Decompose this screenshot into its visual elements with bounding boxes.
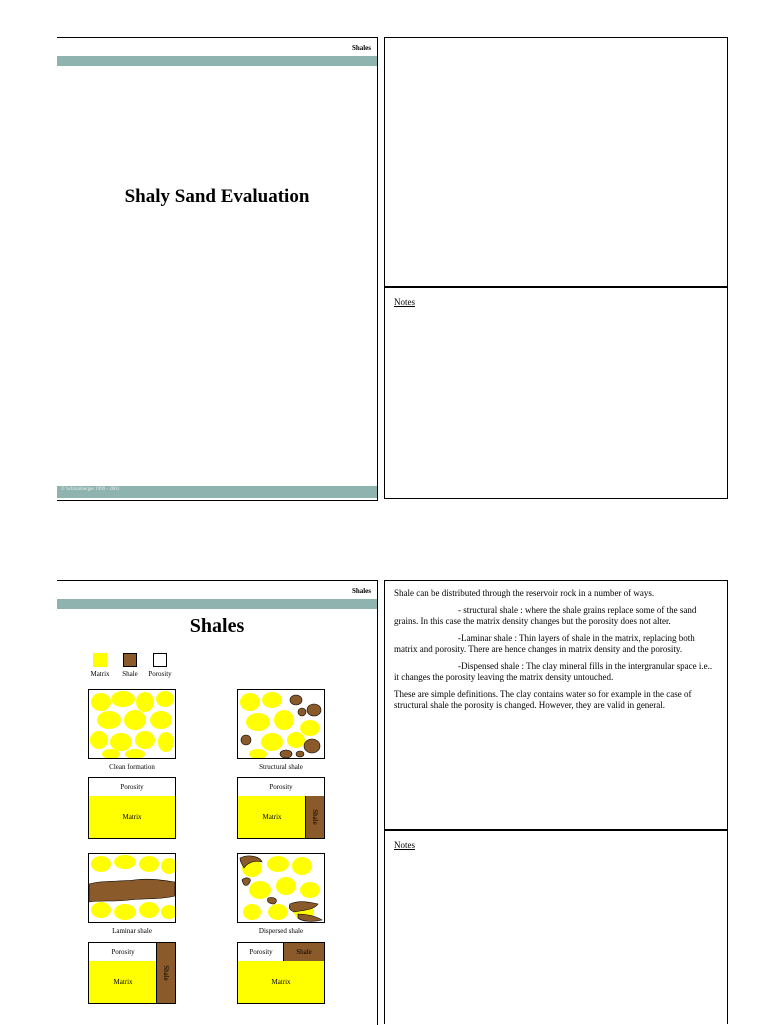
slide-2 <box>57 580 378 1025</box>
shale-block <box>156 943 175 1003</box>
shale-block <box>305 796 324 838</box>
header-bar <box>57 599 377 609</box>
legend-item-shale <box>115 653 145 678</box>
porosity-swatch <box>153 653 167 667</box>
caption-clean: Clean formation <box>109 763 155 771</box>
header-bar <box>57 56 377 66</box>
slide-1 <box>57 37 378 501</box>
clean-volume-diagram <box>88 777 176 839</box>
dispersed-shale-diagram <box>237 853 325 923</box>
copyright-text: © Schlumberger 1999 - 2001 <box>61 487 120 492</box>
legend-item-matrix <box>85 653 115 678</box>
structural-shale-diagram <box>237 689 325 759</box>
caption-dispersed: Dispersed shale <box>258 927 304 935</box>
notes-paragraph: Shale can be distributed through the reservoir rock in a number of ways. <box>394 588 655 598</box>
porosity-label: Porosity <box>111 948 135 956</box>
caption-structural: Structural shale <box>259 763 303 771</box>
dispersed-grains-graphic <box>238 854 324 922</box>
slide-header: Shales <box>351 587 371 595</box>
notes-divider <box>385 286 727 288</box>
slide-header: Shales <box>351 44 371 52</box>
porosity-label: Porosity <box>249 948 273 956</box>
shale-label: Shale <box>311 809 319 825</box>
clean-formation-diagram <box>88 689 176 759</box>
legend-label: Matrix <box>90 670 110 678</box>
porosity-label: Porosity <box>120 783 144 791</box>
footer-bar <box>57 486 377 498</box>
legend-item-porosity <box>145 653 175 678</box>
caption-laminar: Laminar shale <box>112 927 152 935</box>
notes-panel-1 <box>384 37 728 499</box>
matrix-label: Matrix <box>238 961 324 1003</box>
legend-label: Shale <box>122 670 138 678</box>
legend-label: Porosity <box>148 670 172 678</box>
porosity-label: Porosity <box>269 783 293 791</box>
structural-grains-graphic <box>238 690 324 758</box>
notes-panel-2 <box>384 580 728 1024</box>
shale-label: Shale <box>283 943 324 961</box>
matrix-label: Matrix <box>89 961 157 1003</box>
notes-label: Notes <box>394 840 415 850</box>
notes-text <box>394 588 716 717</box>
matrix-swatch <box>93 653 107 667</box>
slide-title: Shaly Sand Evaluation <box>124 186 310 207</box>
clean-grains-graphic <box>89 690 175 758</box>
notes-divider <box>385 829 727 831</box>
notes-paragraph: - structural shale : where the shale grains replace some of the sand grains. In this case the matrix density changes but the porosity does not alter. <box>394 605 697 626</box>
notes-label: Notes <box>394 297 415 307</box>
shale-label: Shale <box>162 965 170 981</box>
notes-paragraph: -Dispensed shale : The clay mineral fills in the intergranular space i.e.. it changes the porosity leaving the matrix density untouched. <box>394 661 713 682</box>
matrix-label: Matrix <box>238 796 306 838</box>
matrix-label: Matrix <box>89 796 175 838</box>
shale-swatch <box>123 653 137 667</box>
structural-volume-diagram <box>237 777 325 839</box>
notes-paragraph: -Laminar shale : Thin layers of shale in the matrix, replacing both matrix and porosity. There are hence changes in matrix density and the porosity. <box>394 633 695 654</box>
slide-title: Shales <box>189 615 245 637</box>
dispersed-volume-diagram <box>237 942 325 1004</box>
notes-paragraph: These are simple definitions. The clay contains water so for example in the case of structural shale the porosity is changed. However, they are valid in general. <box>394 689 692 710</box>
laminar-volume-diagram <box>88 942 176 1004</box>
laminar-shale-diagram <box>88 853 176 923</box>
laminar-grains-graphic <box>89 854 175 922</box>
